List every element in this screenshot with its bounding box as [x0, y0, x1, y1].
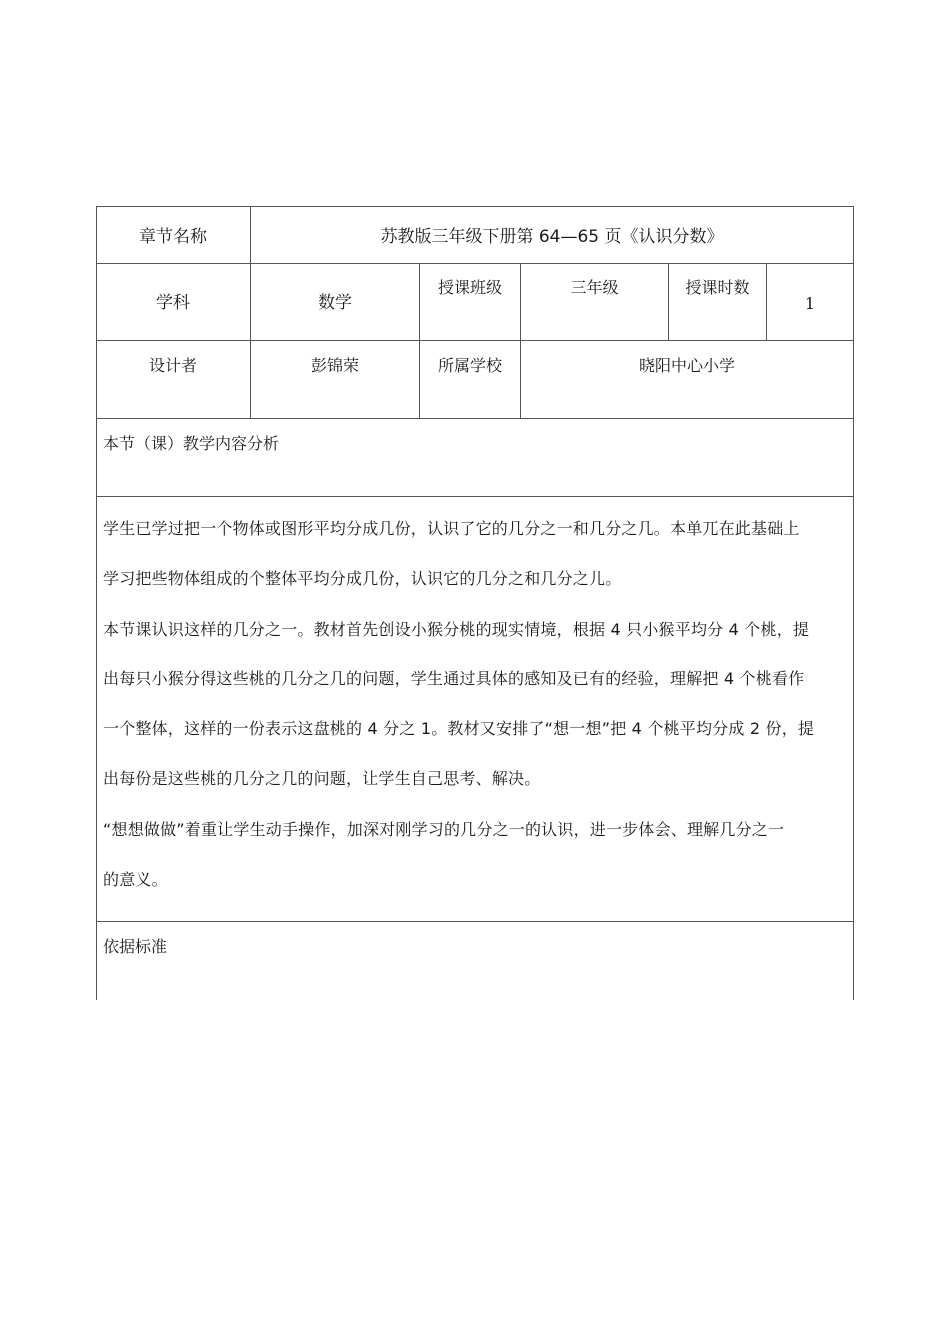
- row-divider: [96, 340, 854, 341]
- analysis-line: 的意义。: [103, 870, 168, 889]
- row-divider: [96, 263, 854, 264]
- row-divider: [96, 496, 854, 497]
- class-value: 三年级: [570, 278, 619, 297]
- hours-label: 授课时数: [685, 278, 750, 297]
- subject-label: 学科: [156, 293, 190, 313]
- row-divider: [96, 418, 854, 419]
- table-border-right: [853, 206, 854, 1000]
- school-value: 晓阳中心小学: [638, 356, 735, 375]
- analysis-line: 一个整体，这样的一份表示这盘桃的 4 分之 1。教材又安排了“想一想”把 4 个桃平均分成 2 份，提: [103, 719, 815, 738]
- designer-label: 设计者: [148, 356, 197, 375]
- table-border-top: [96, 206, 854, 207]
- standard-heading: 依据标准: [103, 937, 168, 956]
- analysis-line: “想想做做”着重让学生动手操作，加深对刚学习的几分之一的认识，进一步体会、理解几分之一: [103, 820, 785, 839]
- analysis-line: 本节课认识这样的几分之一。教材首先创设小猴分桃的现实情境，根据 4 只小猴平均分 4 个桃，提: [103, 620, 810, 639]
- designer-value: 彭锦荣: [310, 356, 359, 375]
- chapter-label: 章节名称: [139, 227, 207, 247]
- analysis-line: 出每份是这些桃的几分之几的问题，让学生自己思考、解决。: [103, 769, 541, 788]
- analysis-line: 学生已学过把一个物体或图形平均分成几份，认识了它的几分之一和几分之几。本单兀在此基础上: [103, 519, 800, 538]
- subject-value: 数学: [318, 293, 352, 313]
- analysis-line: 学习把些物体组成的个整体平均分成几份，认识它的几分之和几分之儿。: [103, 569, 622, 588]
- school-label: 所属学校: [437, 356, 502, 375]
- row-divider: [96, 921, 854, 922]
- analysis-line: 出每只小猴分得这些桃的几分之几的问题，学生通过具体的感知及已有的经验，理解把 4 个桃看作: [103, 669, 805, 688]
- table-border-left: [96, 206, 97, 1000]
- column-divider: [668, 263, 669, 340]
- class-label: 授课班级: [437, 278, 502, 297]
- hours-value: 1: [804, 294, 816, 313]
- chapter-value: 苏教版三年级下册第 64—65 页《认识分数》: [380, 227, 724, 247]
- analysis-heading: 本节（课）教学内容分析: [103, 434, 280, 453]
